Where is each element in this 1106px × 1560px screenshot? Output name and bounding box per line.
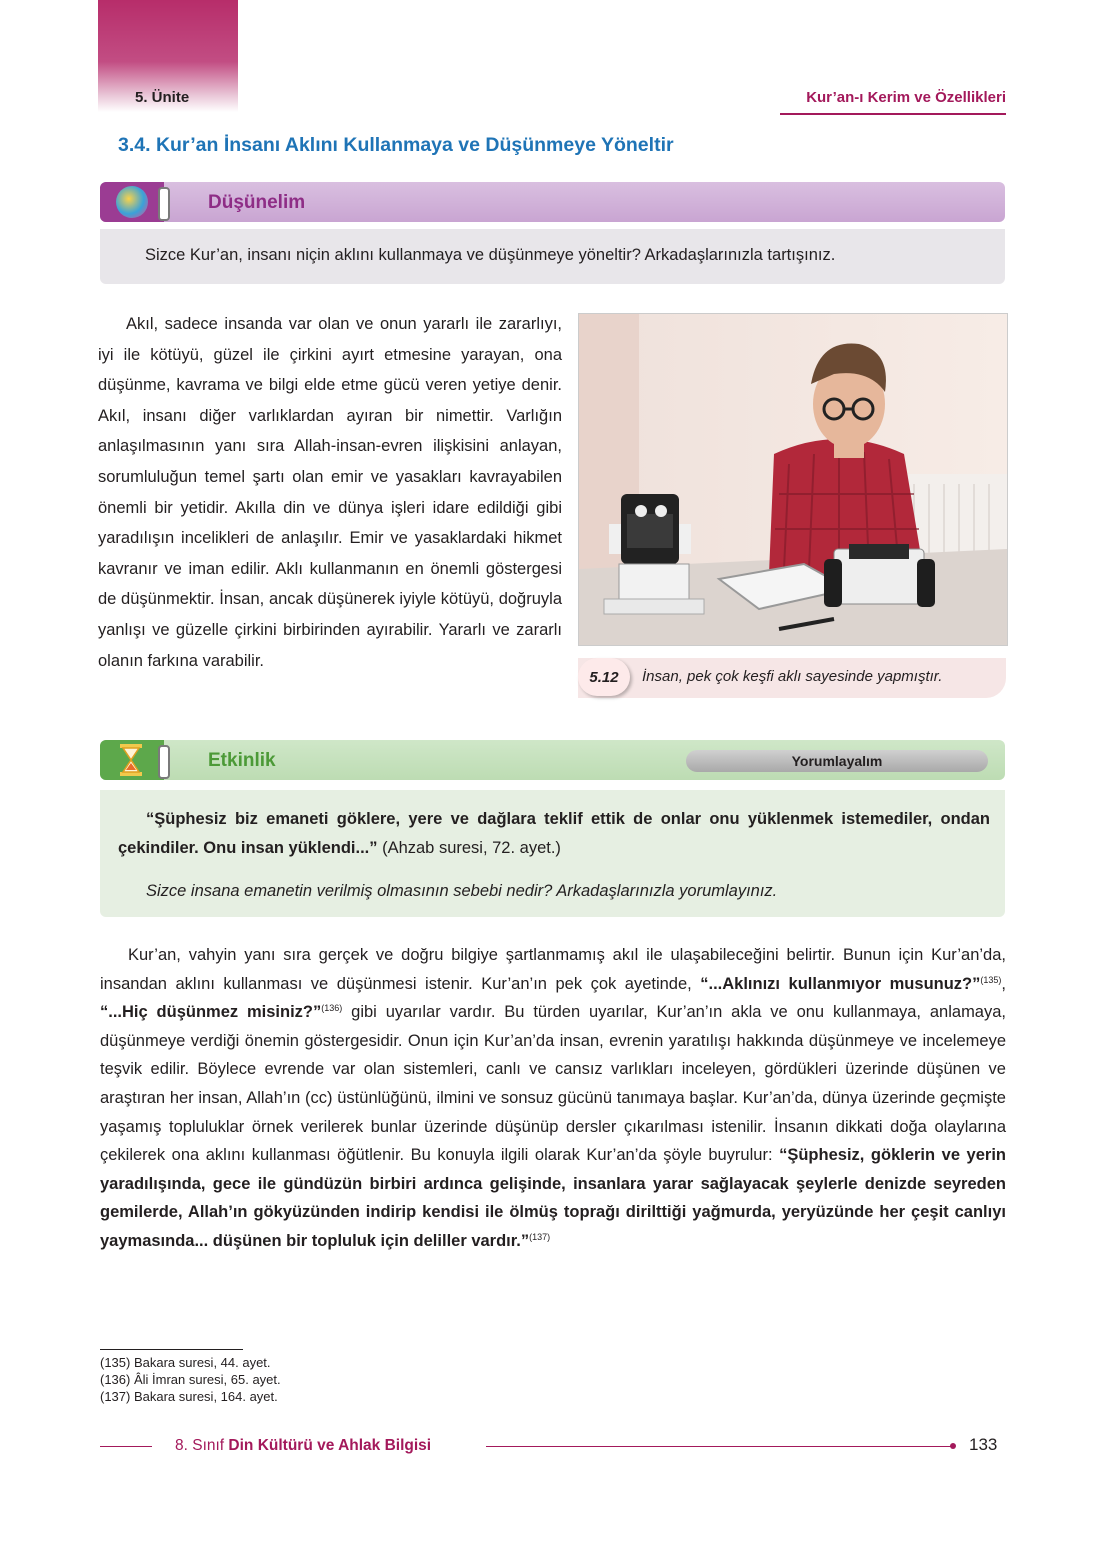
figure-caption: İnsan, pek çok keşfi aklı sayesinde yapmıştır. xyxy=(642,668,943,685)
footnote: (136) Âli İmran suresi, 65. ayet. xyxy=(100,1372,281,1387)
boy-with-robot-photo xyxy=(578,313,1008,646)
chapter-title: Kur’an-ı Kerim ve Özellikleri xyxy=(806,89,1006,106)
footer-subject: Din Kültürü ve Ahlak Bilgisi xyxy=(228,1437,432,1454)
main-paragraph xyxy=(100,941,1006,1256)
chapter-rule xyxy=(780,113,1006,115)
hourglass-icon xyxy=(118,744,144,776)
activity-quote xyxy=(118,805,990,863)
footer-line xyxy=(486,1446,952,1447)
unit-label: 5. Ünite xyxy=(135,89,190,106)
verse-quote: “...Hiç düşünmez misiniz?” xyxy=(100,1003,322,1022)
photo-illustration xyxy=(579,314,1007,645)
footer-line xyxy=(100,1446,152,1447)
brain-bulb-icon xyxy=(116,186,148,218)
verse-quote: “Şüphesiz, göklerin ve yerin yaradılışında, gece ile gündüzün birbiri ardınca gelişinde, insanlara yarar sağlayacak şeylerle denizde seyreden gemilerde, Allah’ın gökyüzünden indirip kendisi ile ölmüş toprağı dirilttiği yağmurda, yeryüzünde her çeşit canlıyı yaymasında... düşünen bir topluluk için deliller vardır.” xyxy=(100,1146,1006,1250)
activity-question: Sizce insana emanetin verilmiş olmasının sebebi nedir? Arkadaşlarınızla yorumlayınız. xyxy=(146,882,778,900)
page-number: 133 xyxy=(969,1435,998,1454)
text-run: Kur’an, vahyin yanı sıra gerçek ve doğru bilgiye şartlanmamış akıl ile ulaşabileceğini belirtir. Bunun için Kur’an’da, insandan aklını kullanması ve düşünmesi istenir. Kur’an’ın pek çok ayetinde, xyxy=(100,946,1006,993)
quote-reference: (Ahzab suresi, 72. ayet.) xyxy=(377,839,561,857)
text-run: , xyxy=(1001,974,1006,993)
footnote-ref: (135) xyxy=(980,974,1002,985)
quote-verse: “Şüphesiz biz emaneti göklere, yere ve dağlara teklif ettik de onlar onu yüklenmek istemediler, ondan çekindiler. Onu insan yüklendi...” xyxy=(118,810,990,857)
think-box-title: Düşünelim xyxy=(208,192,306,213)
footer-book-title xyxy=(175,1437,431,1455)
binder-ring-icon xyxy=(158,745,170,779)
footnote-rule xyxy=(100,1349,243,1350)
section-heading: 3.4. Kur’an İnsanı Aklını Kullanmaya ve Düşünmeye Yöneltir xyxy=(118,134,674,156)
footnote: (135) Bakara suresi, 44. ayet. xyxy=(100,1355,271,1370)
footnote: (137) Bakara suresi, 164. ayet. xyxy=(100,1389,278,1404)
activity-title: Etkinlik xyxy=(208,750,276,771)
figure-number: 5.12 xyxy=(578,658,630,696)
think-box-text: Sizce Kur’an, insanı niçin aklını kullanmaya ve düşünmeye yöneltir? Arkadaşlarınızla tartışınız. xyxy=(145,246,836,264)
binder-ring-icon xyxy=(158,187,170,221)
verse-quote: “...Aklınızı kullanmıyor musunuz?” xyxy=(700,974,981,993)
activity-tag: Yorumlayalım xyxy=(686,750,988,772)
text-run: gibi uyarılar vardır. Bu türden uyarılar, Kur’an’ın akla ve onu kullanmaya, anlamaya, düşünmeye verdiği önemin göstergesidir. Onun için Kur’an’da insan, evrenin yaratılışı hakkında düşünmeye ve incelemeye teşvik edilir. Böylece evrende var olan sistemleri, canlı ve cansız varlıkları inceleyen, gördükleri üzerinde düşünen ve araştıran her insan, Allah’ın (cc) üstünlüğünü, ilmini ve sonsuz gücünü tanımaya başlar. Kur’an’da, dünya üzerinde geçmişte yaşamış topluluklar örnek verilerek bunlar üzerinde düşünüp dersler çıkarılması istenilir. İnsanın dikkati doğa olaylarına çekilerek ona aklını kullanması öğütlenir. Bu konuyla ilgili olarak Kur’an’da şöyle buyrulur: xyxy=(100,1003,1006,1165)
footnote-ref: (137) xyxy=(529,1231,551,1242)
intro-paragraph: Akıl, sadece insanda var olan ve onun yararlı ile zararlıyı, iyi ile kötüyü, güzel ile çirkini ayırt etmesine yarayan, ona düşünme, kavrama ve bilgi elde etme gücü veren yetiye denir. Akıl, insanı diğer varlıklardan ayıran bir nimettir. Varlığın anlaşılmasının yanı sıra Allah-insan-evren ilişkisini anlayan, sorumluluğun temel şartı olan emir ve yasakları kavrayabilen önemli bir yetidir. Akılla din ve dünya işleri idare edildiği gibi yaradılışın incelikleri de anlaşılır. Emir ve yasaklardaki hikmet kavranır ve iman edilir. Aklı kullanmanın en önemli göstergesi de düşünmektir. İnsan, ancak düşünerek iyiyle kötüyü, doğruyla yanlışı ve güzelle çirkini birbirinden ayırabilir. Yararlı ve zararlı olanın farkına varabilir. xyxy=(98,315,562,670)
footer-dot xyxy=(950,1443,956,1449)
footer-grade: 8. Sınıf xyxy=(175,1437,229,1454)
footnote-ref: (136) xyxy=(321,1003,343,1014)
footnotes xyxy=(100,1354,281,1405)
